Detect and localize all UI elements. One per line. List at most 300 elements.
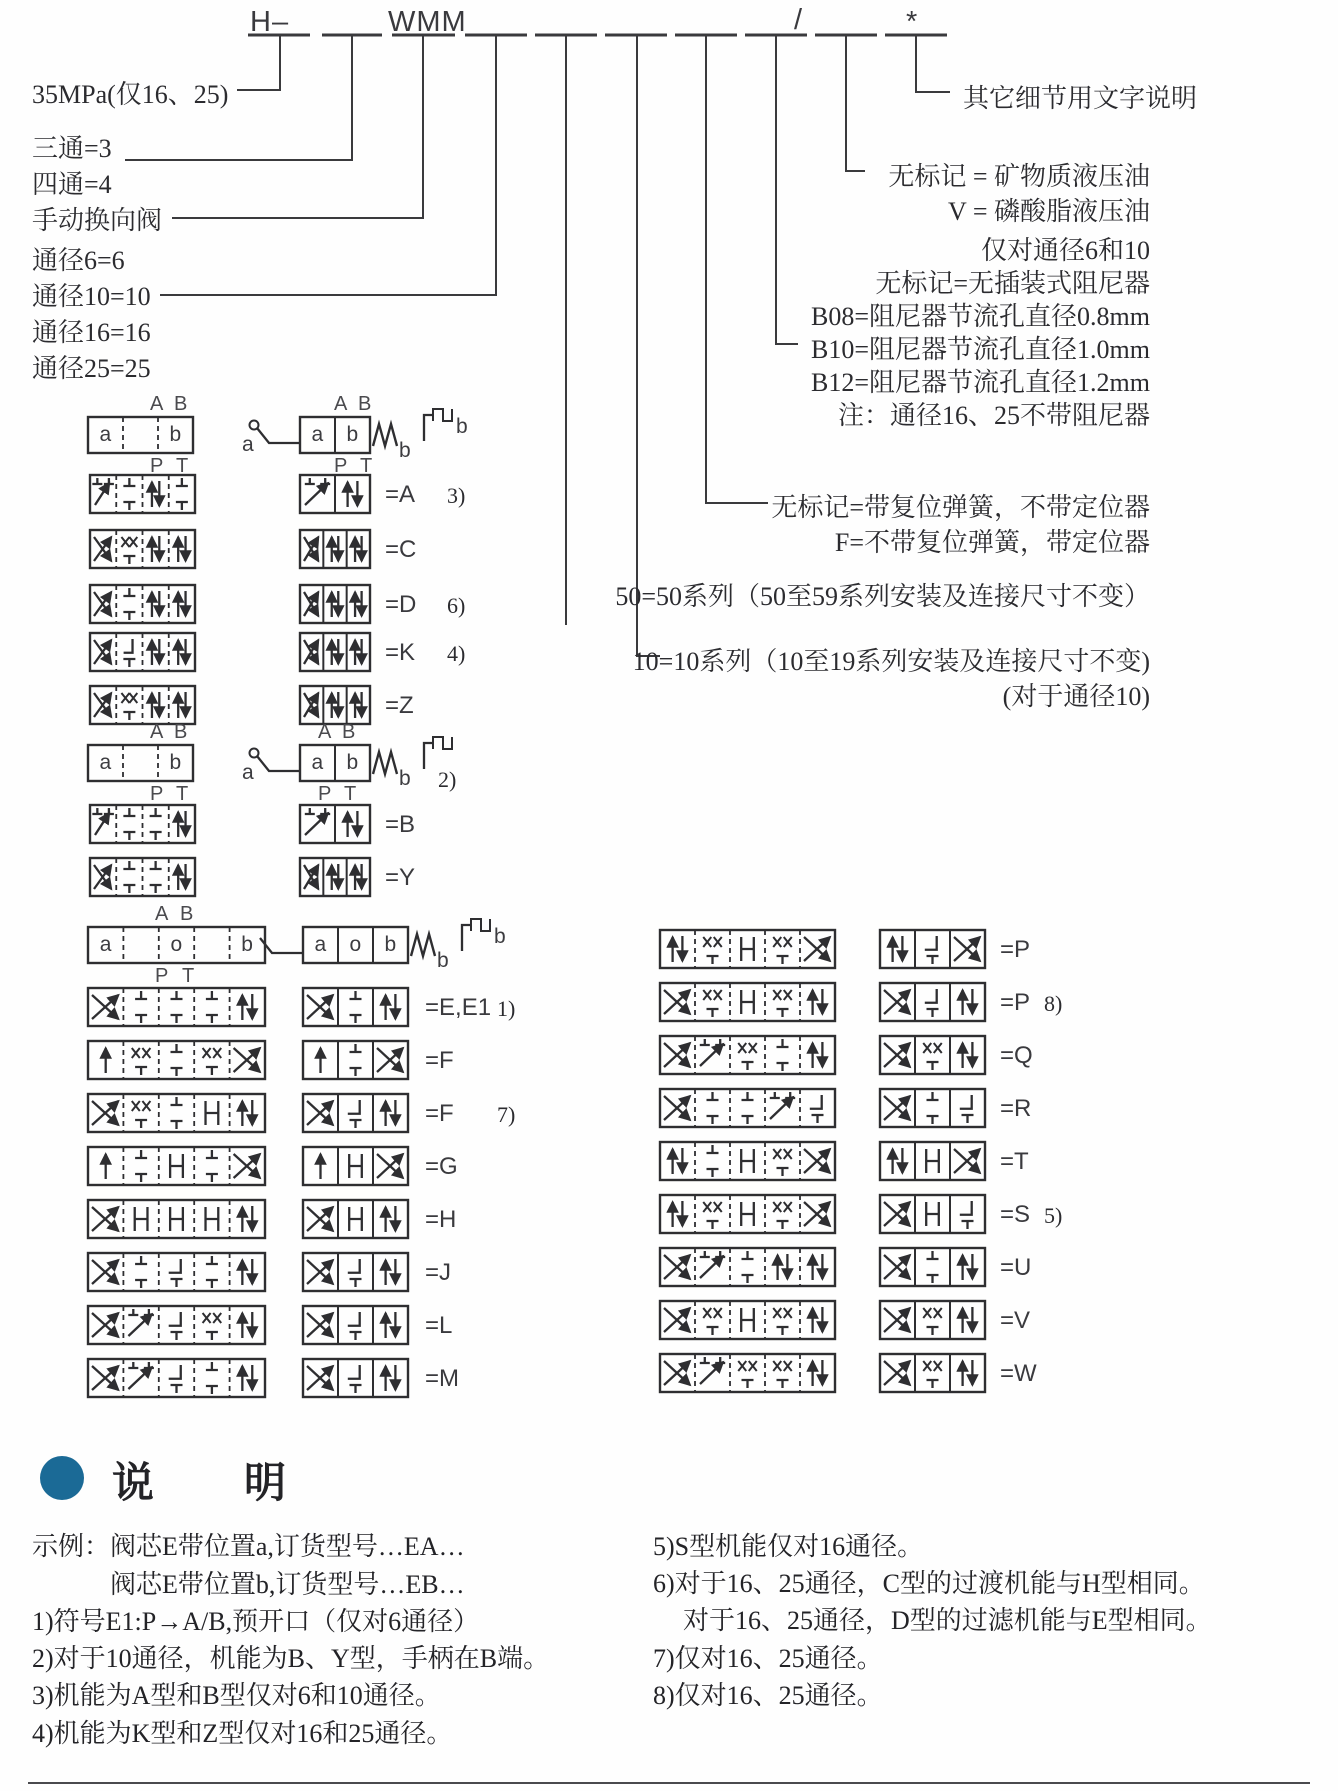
closed-port: [777, 1039, 789, 1047]
throttle-mark: [934, 1361, 942, 1371]
port-letter-T: T: [344, 783, 357, 805]
spool-type-label: =T: [1000, 1148, 1029, 1175]
port-letter-B: B: [174, 393, 188, 415]
corner-passage: [348, 1365, 360, 1379]
closed-port: [135, 1174, 147, 1182]
throttle-mark: [784, 1361, 792, 1371]
closed-port: [135, 1120, 147, 1128]
port-letter-T: T: [360, 455, 373, 477]
throttle-mark: [703, 937, 711, 947]
valve-symbol: [660, 983, 835, 1021]
closed-port: [123, 556, 135, 564]
valve-symbol: [303, 1306, 408, 1344]
code-connector-line: [172, 35, 423, 218]
closed-port: [777, 1327, 789, 1335]
closed-port: [715, 1039, 725, 1045]
flow-arrow: [95, 483, 109, 505]
valve-symbol: [90, 686, 195, 724]
closed-port: [707, 1009, 719, 1017]
closed-port: [777, 956, 789, 964]
closed-port: [135, 1067, 147, 1075]
spool-type-label: =Q: [1000, 1042, 1033, 1069]
spool-type-label: =H: [425, 1206, 457, 1233]
closed-port: [206, 1256, 218, 1264]
throttle-mark: [934, 1308, 942, 1318]
throttle-mark: [703, 1202, 711, 1212]
lever-handle-icon: [250, 749, 301, 772]
port-letter-A: A: [150, 393, 164, 415]
spool-type-label: =K: [385, 639, 416, 666]
spool-position-letter: a: [314, 933, 327, 956]
throttle-mark: [773, 1308, 781, 1318]
label-damper: 无标记=无插装式阻尼器: [875, 269, 1150, 298]
port-letter-B: B: [180, 903, 194, 925]
h-center: [741, 1149, 754, 1173]
closed-port: [135, 1015, 147, 1023]
note-line: 对于16、25通径，D型的过滤机能与E型相同。: [683, 1606, 1212, 1635]
notes-bullet-icon: [40, 1456, 84, 1500]
flow-arrow: [128, 1367, 151, 1389]
spool-position-letter: o: [349, 933, 362, 956]
code-connector-line: [637, 35, 660, 656]
throttle-mark: [923, 1043, 931, 1053]
note-line: 示例：阀芯E带位置a,订货型号…EA…: [32, 1532, 465, 1561]
spool-type-label: =B: [385, 811, 416, 838]
note-line: 7)仅对16、25通径。: [653, 1644, 883, 1673]
closed-port: [176, 502, 188, 510]
closed-port: [742, 1275, 754, 1283]
throttle-mark: [132, 1048, 140, 1058]
closed-port: [144, 1309, 154, 1315]
closed-port: [150, 808, 162, 816]
spool-position-letter: a: [311, 423, 324, 446]
closed-port: [171, 1015, 183, 1023]
corner-passage: [960, 1201, 972, 1215]
valve-symbol: [660, 1354, 835, 1392]
closed-port: [206, 1174, 218, 1182]
note-line: 8)仅对16、25通径。: [653, 1681, 883, 1710]
closed-port: [123, 808, 135, 816]
code-connector-line: [916, 35, 950, 92]
label-series: (对于通径10): [1002, 682, 1150, 711]
note-line: 1)符号E1:P→A/B,预开口（仅对6通径）: [32, 1607, 480, 1636]
valve-symbol: [300, 745, 370, 781]
h-center: [741, 1308, 754, 1332]
closed-port: [128, 1362, 138, 1368]
closed-port: [206, 1280, 218, 1288]
corner-passage: [348, 1312, 360, 1326]
h-center: [170, 1207, 183, 1231]
closed-port: [206, 1015, 218, 1023]
closed-port: [777, 1009, 789, 1017]
valve-symbol: [660, 1248, 835, 1286]
valve-symbol: [300, 633, 370, 671]
model-code-separator: /: [794, 4, 804, 36]
valve-symbol: [300, 530, 370, 568]
closed-port: [171, 1044, 183, 1052]
closed-port: [350, 1120, 362, 1128]
valve-symbol: [880, 1089, 985, 1127]
detent-icon: [424, 409, 452, 441]
closed-port: [206, 1386, 218, 1394]
spool-type-label: =J: [425, 1259, 452, 1286]
flow-arrow: [305, 813, 328, 835]
h-center: [349, 1154, 362, 1178]
throttle-mark: [773, 937, 781, 947]
spool-type-label: =Y: [385, 864, 416, 891]
spool-type-label: =U: [1000, 1254, 1032, 1281]
port-letter-P: P: [334, 455, 348, 477]
detent-notch: [433, 409, 452, 421]
valve-symbol: [880, 1354, 985, 1392]
valve-symbol: [660, 1195, 835, 1233]
port-letter-P: P: [155, 965, 169, 987]
port-letter-T: T: [176, 455, 189, 477]
note-line: 2)对于10通径，机能为B、Y型，手柄在B端。: [32, 1644, 550, 1673]
h-center: [926, 1202, 939, 1226]
valve-symbol: [660, 1142, 835, 1180]
label-pressure: 35MPa(仅16、25): [32, 80, 229, 109]
throttle-mark: [703, 990, 711, 1000]
code-connector-line: [846, 35, 865, 171]
detent-icon: [424, 737, 452, 769]
closed-port: [206, 991, 218, 999]
corner-passage: [960, 1095, 972, 1109]
port-letter-B: B: [358, 393, 372, 415]
closed-port: [350, 1385, 362, 1393]
bottom-rule: [28, 1782, 1310, 1784]
closed-port: [350, 1279, 362, 1287]
note-line: 5)S型机能仅对16通径。: [653, 1532, 924, 1561]
closed-port: [777, 1168, 789, 1176]
label-ways: 三通=3: [32, 134, 112, 163]
closed-port: [171, 1097, 183, 1105]
spool-type-label: =F: [425, 1047, 454, 1074]
spring-icon: [373, 424, 397, 446]
label-fluid: V = 磷酸脂液压油: [948, 197, 1150, 226]
port-letter-A: A: [155, 903, 169, 925]
valve-symbol: [88, 988, 265, 1026]
label-series: 10=10系列（10至19系列安装及连接尺寸不变): [632, 647, 1150, 676]
spool-position-letter: o: [170, 933, 183, 956]
closed-port: [777, 1063, 789, 1071]
flow-arrow: [700, 1256, 723, 1278]
valve-symbol: [880, 930, 985, 968]
closed-port: [206, 1150, 218, 1158]
valve-symbol: [303, 1253, 408, 1291]
h-center: [741, 1202, 754, 1226]
closed-port: [135, 1150, 147, 1158]
throttle-mark: [773, 1361, 781, 1371]
closed-port: [812, 1115, 824, 1123]
valve-symbol: [90, 475, 195, 513]
valve-symbol: [303, 1200, 408, 1238]
closed-port: [927, 1092, 939, 1100]
closed-port: [350, 991, 362, 999]
label-spring: 无标记=带复位弹簧，不带定位器: [771, 493, 1150, 522]
detent-notch: [433, 737, 452, 749]
closed-port: [135, 991, 147, 999]
model-code-type: WMM: [388, 6, 467, 38]
label-valve-name: 手动换向阀: [32, 206, 163, 235]
port-letter-P: P: [150, 783, 164, 805]
valve-symbol: [90, 585, 195, 623]
closed-port: [927, 1062, 939, 1070]
closed-port: [320, 808, 330, 814]
h-center: [926, 1149, 939, 1173]
throttle-mark: [784, 1149, 792, 1159]
throttle-mark: [132, 1101, 140, 1111]
closed-port: [128, 1309, 138, 1315]
detent-note-ref: 2): [438, 767, 457, 792]
flow-arrow: [700, 1362, 723, 1384]
throttle-mark: [121, 693, 129, 703]
closed-port: [171, 991, 183, 999]
valve-symbol: [880, 1036, 985, 1074]
closed-port: [927, 1327, 939, 1335]
spool-type-label: =F: [425, 1100, 454, 1127]
closed-port: [707, 1221, 719, 1229]
throttle-mark: [749, 1043, 757, 1053]
closed-port: [135, 1280, 147, 1288]
label-other-details: 其它细节用文字说明: [963, 84, 1198, 113]
throttle-mark: [714, 1202, 722, 1212]
throttle-mark: [923, 1308, 931, 1318]
throttle-mark: [784, 1308, 792, 1318]
lever-side-letter-a: a: [242, 761, 254, 784]
spool-type-label: =M: [425, 1365, 460, 1392]
closed-port: [350, 1332, 362, 1340]
closed-port: [707, 1092, 719, 1100]
throttle-mark: [773, 1202, 781, 1212]
closed-port: [305, 478, 315, 484]
detent-base: [424, 415, 433, 441]
throttle-mark: [203, 1313, 211, 1323]
closed-port: [742, 1380, 754, 1388]
spool-position-letter: b: [169, 423, 182, 446]
closed-port: [707, 1169, 719, 1177]
valve-symbol: [88, 1200, 265, 1238]
detent-icon: [462, 919, 490, 951]
spool-position-letter: b: [241, 933, 253, 956]
throttle-mark: [784, 937, 792, 947]
closed-port: [700, 1039, 710, 1045]
valve-symbol: [300, 805, 370, 843]
throttle-mark: [784, 990, 792, 1000]
throttle-mark: [129, 693, 137, 703]
closed-port: [927, 956, 939, 964]
flow-arrow: [305, 483, 328, 505]
valve-symbol: [88, 1306, 265, 1344]
spool-type-label: =A: [385, 481, 416, 508]
throttle-mark: [784, 1202, 792, 1212]
valve-symbol: [660, 930, 835, 968]
valve-symbol: [88, 1253, 265, 1291]
note-line: 4)机能为K型和Z型仅对16和25通径。: [32, 1719, 453, 1748]
spool-type-label: =V: [1000, 1307, 1031, 1334]
valve-symbol: [88, 1147, 265, 1185]
label-size: 通径25=25: [32, 354, 151, 383]
port-letter-B: B: [174, 721, 188, 743]
spool-type-label: =R: [1000, 1095, 1032, 1122]
closed-port: [707, 1327, 719, 1335]
spring-icon: [373, 752, 397, 774]
valve-symbol: [303, 988, 408, 1026]
label-size: 通径10=10: [32, 282, 151, 311]
valve-symbol: [300, 417, 370, 453]
closed-port: [777, 1380, 789, 1388]
closed-port: [927, 1380, 939, 1388]
valve-symbol: [880, 1248, 985, 1286]
spring-side-letter-b: b: [399, 439, 411, 462]
spool-type-label: =L: [425, 1312, 453, 1339]
h-center: [741, 937, 754, 961]
h-center: [206, 1207, 219, 1231]
closed-port: [927, 1009, 939, 1017]
lever-handle-icon: [260, 938, 303, 953]
throttle-mark: [213, 1313, 221, 1323]
throttle-mark: [738, 1361, 746, 1371]
valve-symbol: [660, 1301, 835, 1339]
h-center: [170, 1154, 183, 1178]
closed-port: [135, 1256, 147, 1264]
spool-position-letter: b: [346, 423, 359, 446]
valve-symbol: [660, 1036, 835, 1074]
h-center: [349, 1207, 362, 1231]
corner-passage: [169, 1259, 181, 1273]
valve-symbol: [660, 1089, 835, 1127]
detent-letter-b: b: [456, 415, 468, 438]
note-line: 3)机能为A型和B型仅对6和10通径。: [32, 1681, 441, 1710]
spring-side-letter-b: b: [399, 767, 411, 790]
label-size: 通径6=6: [32, 246, 125, 275]
closed-port: [171, 1332, 183, 1340]
throttle-mark: [749, 1361, 757, 1371]
lever-arm: [260, 938, 303, 953]
throttle-mark: [142, 1101, 150, 1111]
closed-port: [206, 1067, 218, 1075]
valve-symbol: [300, 686, 370, 724]
closed-port: [150, 832, 162, 840]
valve-symbol: [90, 633, 195, 671]
valve-symbol: [300, 475, 370, 513]
closed-port: [123, 588, 135, 596]
valve-symbol: [88, 1094, 265, 1132]
throttle-mark: [773, 1149, 781, 1159]
lever-side-letter-a: a: [242, 433, 254, 456]
note-line: 阀芯E带位置b,订货型号…EB…: [110, 1570, 465, 1599]
spool-type-label: =P: [1000, 936, 1031, 963]
closed-port: [350, 1068, 362, 1076]
throttle-mark: [703, 1308, 711, 1318]
spool-type-label: =Z: [385, 692, 414, 719]
closed-port: [123, 885, 135, 893]
flow-arrow: [770, 1097, 793, 1119]
lever-arm: [257, 756, 300, 771]
closed-port: [715, 1251, 725, 1257]
closed-port: [176, 478, 188, 486]
throttle-mark: [923, 1361, 931, 1371]
closed-port: [171, 1385, 183, 1393]
spool-type-label: =P: [1000, 989, 1031, 1016]
closed-port: [742, 1116, 754, 1124]
closed-port: [104, 808, 114, 814]
port-letter-P: P: [318, 783, 332, 805]
valve-symbol: [90, 530, 195, 568]
spool-type-note-ref: 1): [497, 996, 516, 1021]
throttle-mark: [203, 1048, 211, 1058]
closed-port: [144, 1362, 154, 1368]
closed-port: [742, 1062, 754, 1070]
lever-arm: [257, 428, 300, 443]
label-damper: 注：通径16、25不带阻尼器: [837, 401, 1150, 430]
closed-port: [123, 712, 135, 720]
corner-passage: [925, 936, 937, 950]
closed-port: [123, 832, 135, 840]
label-damper: B12=阻尼器节流孔直径1.2mm: [811, 368, 1150, 397]
closed-port: [715, 1357, 725, 1363]
port-letter-B: B: [342, 721, 356, 743]
valve-symbol: [880, 1142, 985, 1180]
spool-position-letter: b: [384, 933, 397, 956]
closed-port: [150, 861, 162, 869]
spool-type-note-ref: 4): [447, 641, 466, 666]
closed-port: [962, 1221, 974, 1229]
spool-type-label: =D: [385, 591, 417, 618]
corner-passage: [348, 1100, 360, 1114]
closed-port: [742, 1251, 754, 1259]
throttle-mark: [714, 937, 722, 947]
detent-letter-b: b: [494, 925, 506, 948]
h-center: [206, 1101, 219, 1125]
closed-port: [123, 478, 135, 486]
spool-position-letter: b: [346, 751, 359, 774]
detent-base: [424, 743, 433, 769]
corner-passage: [169, 1312, 181, 1326]
throttle-mark: [213, 1048, 221, 1058]
throttle-mark: [934, 1043, 942, 1053]
label-damper: B10=阻尼器节流孔直径1.0mm: [811, 335, 1150, 364]
closed-port: [927, 1116, 939, 1124]
closed-port: [171, 1121, 183, 1129]
valve-symbol: [90, 858, 195, 896]
spool-position-letter: a: [311, 751, 324, 774]
code-connector-line: [776, 35, 798, 344]
note-line: 6)对于16、25通径，C型的过渡机能与H型相同。: [653, 1569, 1205, 1598]
spool-type-note-ref: 8): [1044, 991, 1063, 1016]
throttle-mark: [738, 1043, 746, 1053]
valve-symbol: [303, 1147, 408, 1185]
port-letter-P: P: [150, 455, 164, 477]
closed-port: [350, 1015, 362, 1023]
closed-port: [123, 659, 135, 667]
port-letter-A: A: [334, 393, 348, 415]
spool-type-note-ref: 3): [447, 483, 466, 508]
port-letter-T: T: [176, 783, 189, 805]
valve-symbol: [300, 858, 370, 896]
closed-port: [123, 612, 135, 620]
label-fluid: 无标记 = 矿物质液压油: [888, 162, 1150, 191]
flow-arrow: [95, 813, 109, 835]
corner-passage: [925, 989, 937, 1003]
valve-symbol: [880, 1195, 985, 1233]
flow-arrow: [128, 1314, 151, 1336]
closed-port: [206, 1332, 218, 1340]
detent-notch: [471, 919, 490, 931]
corner-passage: [169, 1365, 181, 1379]
corner-passage: [348, 1259, 360, 1273]
spring-side-letter-b: b: [437, 949, 449, 972]
